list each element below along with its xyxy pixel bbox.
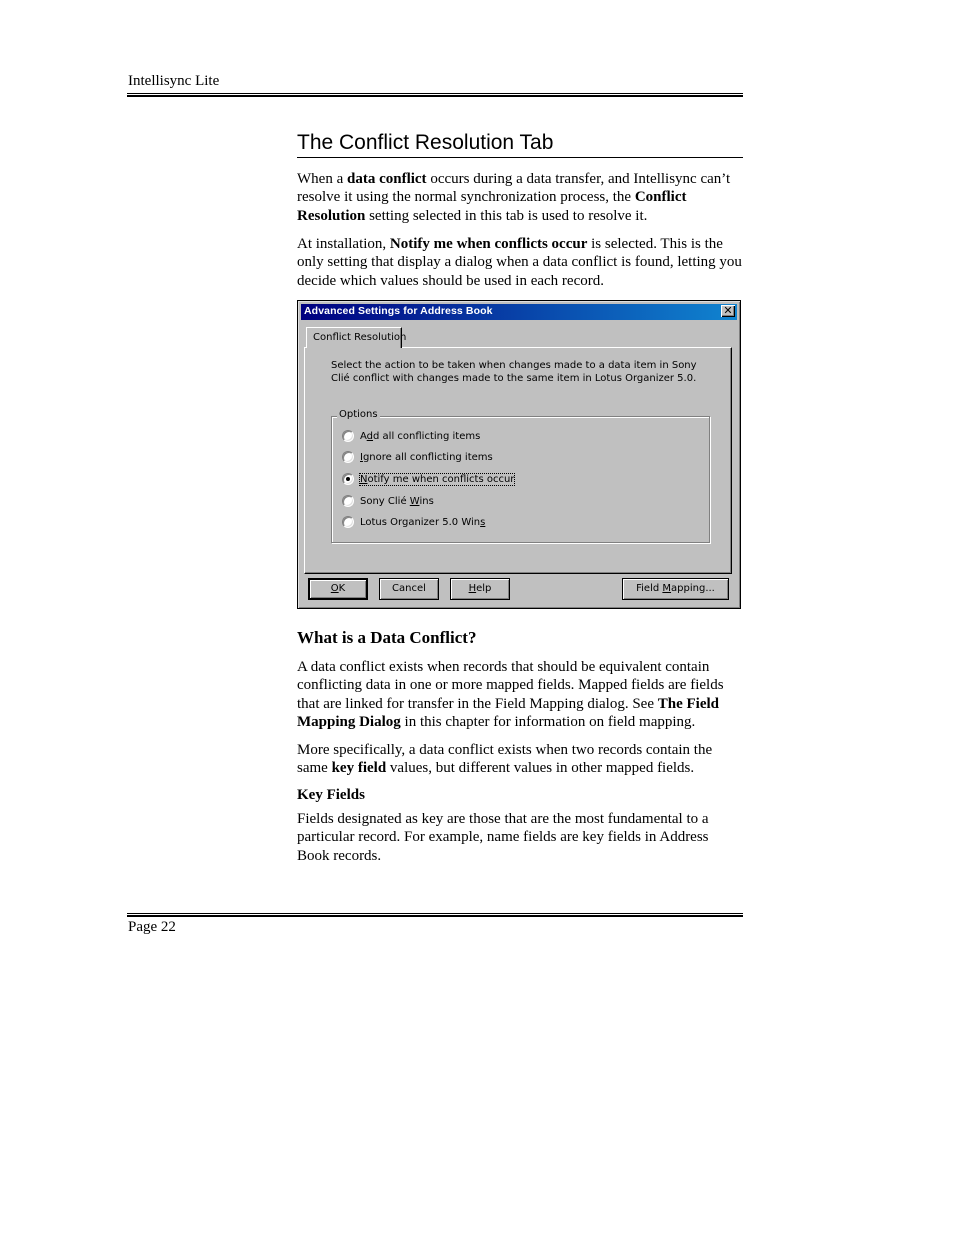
option-label xyxy=(360,517,485,528)
label-part: Sony Clié xyxy=(360,495,410,507)
option-notify-me[interactable] xyxy=(342,473,514,485)
link-field-mapping-dialog: The Field Mapping Dialog xyxy=(297,695,719,730)
radio-button[interactable] xyxy=(342,451,354,463)
option-sony-clie-wins[interactable] xyxy=(342,495,434,507)
label-part: otify me when conflicts occur xyxy=(367,473,515,485)
dialog-title: Advanced Settings for Address Book xyxy=(304,305,493,317)
close-icon[interactable]: ✕ xyxy=(721,305,735,317)
option-label xyxy=(360,474,514,485)
radio-button[interactable] xyxy=(342,516,354,528)
installation-paragraph xyxy=(297,235,743,290)
radio-button[interactable] xyxy=(342,430,354,442)
ok-button[interactable] xyxy=(308,578,368,600)
radio-button[interactable] xyxy=(342,495,354,507)
label-part: Field xyxy=(636,583,663,594)
text: values, but different values in other mapped fields. xyxy=(386,760,695,777)
term-key-field: key field xyxy=(331,760,387,777)
mnemonic: W xyxy=(409,495,420,507)
option-label xyxy=(360,496,434,507)
label-part: A xyxy=(360,430,367,442)
specifics-paragraph xyxy=(297,741,743,778)
page-number: Page 22 xyxy=(128,919,176,935)
mnemonic: I xyxy=(360,451,363,463)
options-legend: Options xyxy=(339,409,378,420)
text: is selected. This is the only setting that display a dialog when a data conflict is found, letting you decide which values should be used in each record. xyxy=(297,236,742,289)
cancel-button[interactable]: Cancel xyxy=(379,578,439,600)
running-header: Intellisync Lite xyxy=(128,73,220,89)
intro-paragraph xyxy=(297,170,743,225)
option-label xyxy=(360,452,493,463)
mnemonic: M xyxy=(662,583,672,594)
header-rule xyxy=(127,93,743,97)
dialog-titlebar xyxy=(301,304,737,320)
field-mapping-button[interactable] xyxy=(622,578,729,600)
text: occurs during a data transfer, and Intellisync can’t resolve it using the normal synchronization process, the xyxy=(297,171,731,206)
term-conflict-resolution: Conflict Resolution xyxy=(297,189,687,224)
mnemonic: s xyxy=(480,516,486,528)
mnemonic: O xyxy=(330,583,339,594)
option-add-all[interactable] xyxy=(342,430,480,442)
text: At installation, xyxy=(297,236,390,252)
help-button[interactable] xyxy=(450,578,510,600)
label-part: gnore all conflicting items xyxy=(362,451,493,463)
label-part: apping... xyxy=(671,583,715,594)
text: When a xyxy=(297,171,347,187)
tab-conflict-resolution[interactable] xyxy=(306,327,407,348)
label-part: d all conflicting items xyxy=(373,430,481,442)
option-ignore-all[interactable] xyxy=(342,451,493,463)
label-part: K xyxy=(338,583,346,594)
section-title: The Conflict Resolution Tab xyxy=(297,131,743,158)
key-fields-heading: Key Fields xyxy=(297,787,365,803)
text: setting selected in this tab is used to resolve it. xyxy=(365,207,648,224)
definition-paragraph xyxy=(297,658,743,731)
label-part: ins xyxy=(419,495,434,507)
tab-label: Conflict Resolution xyxy=(313,332,407,343)
advanced-settings-dialog xyxy=(297,300,741,609)
text: in this chapter for information on field mapping. xyxy=(400,713,696,730)
instructions-text: Select the action to be taken when changes made to a data item in Sony Clié conflict with changes made to the same item in Lotus Organizer 5.0. xyxy=(331,360,697,384)
mnemonic: N xyxy=(360,473,368,485)
label-part: Lotus Organizer 5.0 Win xyxy=(360,516,481,528)
option-lotus-organizer-wins[interactable] xyxy=(342,516,485,528)
term-data-conflict: data conflict xyxy=(346,171,427,187)
key-fields-paragraph: Fields designated as key are those that are the most fundamental to a particular record. For example, name fields are key fields in Address Book records. xyxy=(297,811,709,864)
text: More specifically, a data conflict exists when two records contain the same xyxy=(297,742,713,777)
footer-rule xyxy=(127,913,743,917)
options-group xyxy=(331,409,710,543)
text: A data conflict exists when records that should be equivalent contain conflicting data in one or more mapped fields. Mapped fields are fields that are linked for transfer in the Field Mapping dialog. See xyxy=(297,659,724,712)
term-notify-me: Notify me when conflicts occur xyxy=(389,236,588,252)
mnemonic: H xyxy=(468,583,477,594)
option-label xyxy=(360,431,480,442)
label-part: elp xyxy=(476,583,492,594)
subsection-title: What is a Data Conflict? xyxy=(297,628,477,647)
mnemonic: d xyxy=(366,430,374,442)
radio-button-selected[interactable] xyxy=(342,473,354,485)
tab-panel xyxy=(304,347,732,574)
